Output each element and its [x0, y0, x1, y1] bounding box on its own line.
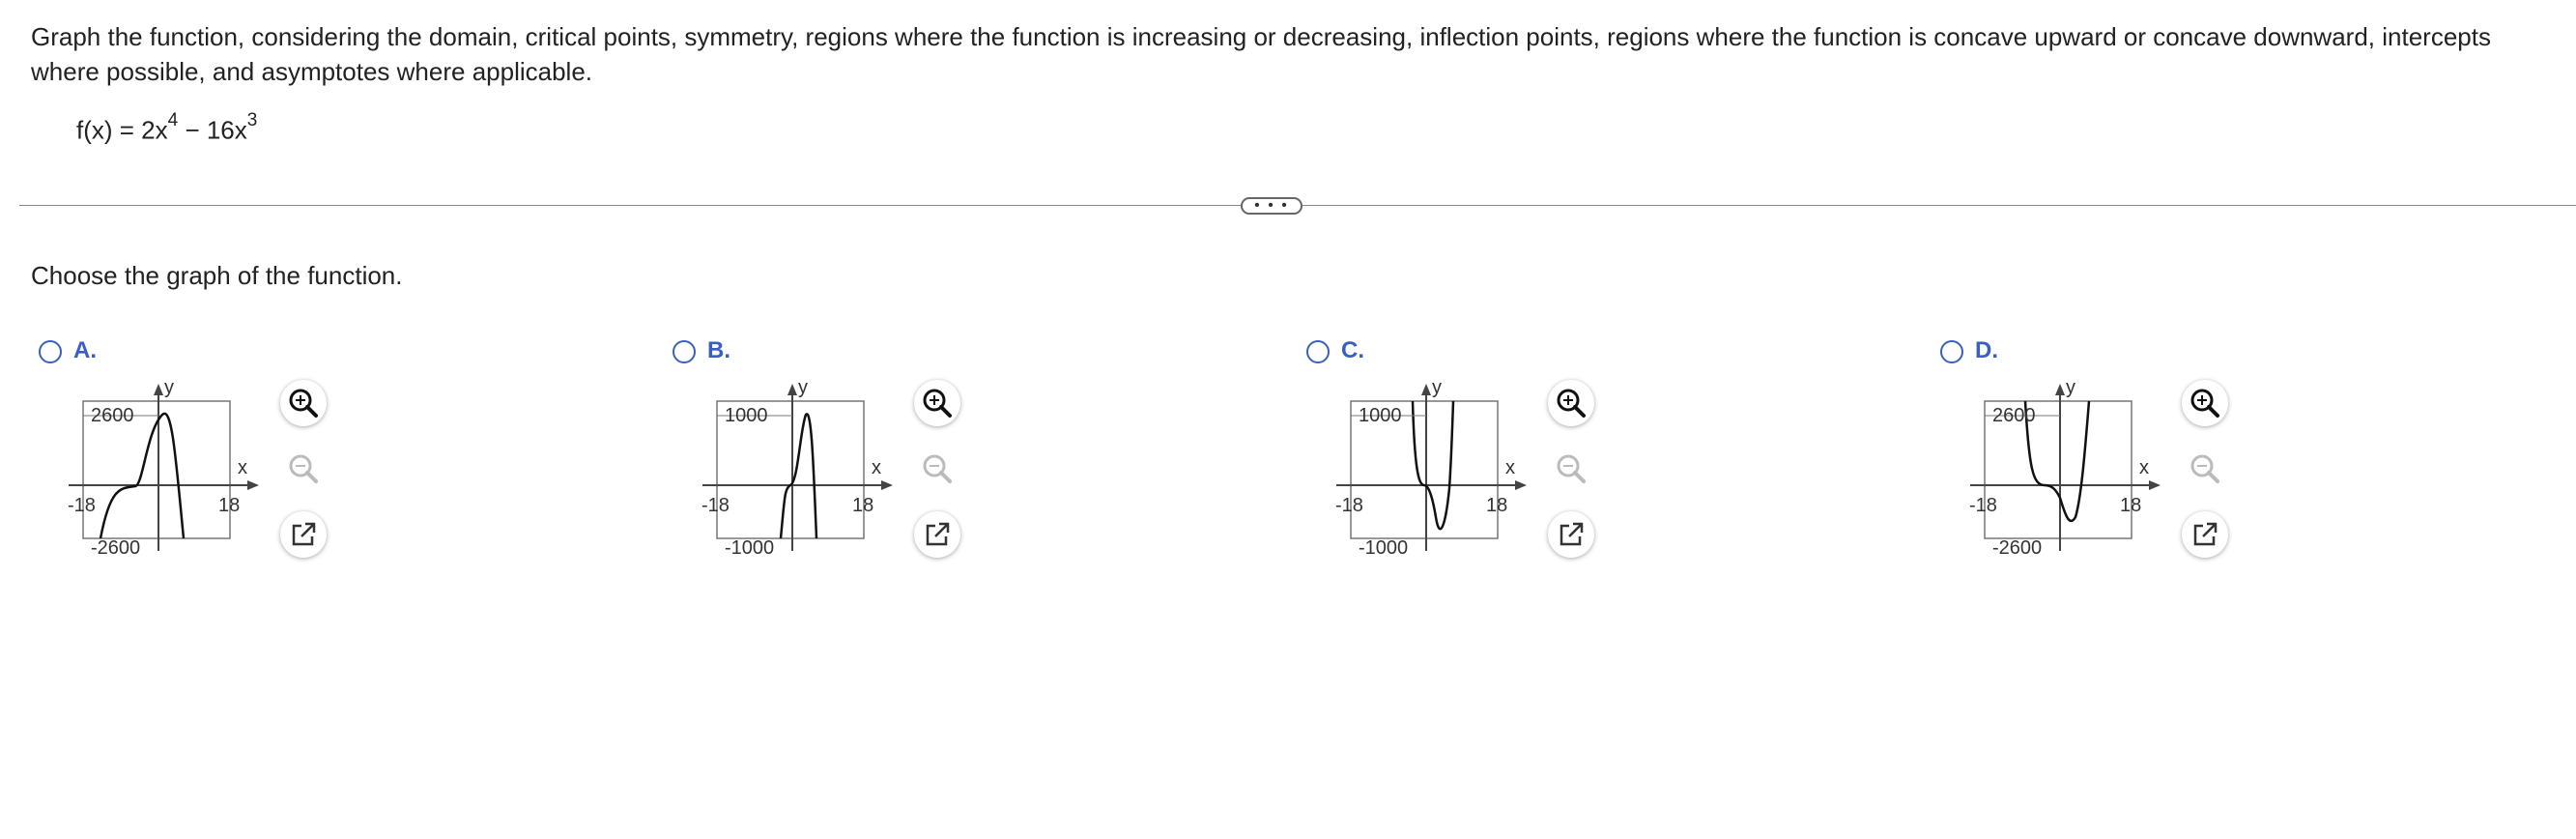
popout-button[interactable] — [1548, 511, 1594, 558]
y-max-label: 1000 — [1359, 405, 1402, 426]
zoom-in-icon — [1555, 387, 1588, 420]
y-axis-arrow — [787, 384, 797, 395]
x-axis-label: x — [238, 457, 247, 478]
radio-option-a[interactable] — [39, 340, 62, 363]
y-max-label: 1000 — [725, 405, 768, 426]
external-link-icon — [289, 520, 318, 549]
zoom-in-icon — [921, 387, 954, 420]
option-c[interactable] — [1302, 333, 1708, 565]
option-b[interactable] — [669, 333, 1074, 565]
zoom-out-icon — [1555, 452, 1588, 485]
y-max-label: 2600 — [1992, 405, 2036, 426]
x-axis-arrow — [2149, 480, 2161, 490]
option-b-letter: B. — [707, 337, 730, 363]
zoom-out-icon — [287, 452, 320, 485]
prompt-text: Choose the graph of the function. — [31, 261, 403, 290]
x-max-label: 18 — [1486, 495, 1508, 516]
y-axis-arrow — [154, 384, 163, 395]
y-min-label: -2600 — [91, 537, 141, 559]
function-curve — [100, 414, 184, 538]
radio-option-b[interactable] — [673, 340, 696, 363]
radio-option-d[interactable] — [1940, 340, 1963, 363]
option-a-letter: A. — [73, 337, 97, 363]
graph-option-c — [1302, 372, 1534, 565]
graph-option-b — [669, 372, 901, 565]
y-axis-label: y — [798, 377, 808, 398]
function-formula — [76, 110, 258, 146]
function-curve — [1413, 401, 1453, 529]
zoom-out-button[interactable] — [2182, 446, 2228, 492]
x-max-label: 18 — [852, 495, 874, 516]
y-min-label: -1000 — [725, 537, 775, 559]
y-axis-arrow — [1421, 384, 1431, 395]
popout-button[interactable] — [914, 511, 960, 558]
question-text: Graph the function, considering the domain, critical points, symmetry, regions where the function is increasing or decreasing, inflection points, regions where the function is concave upward or concave downward, intercepts where possible, and asymptotes where applicable. — [31, 22, 2491, 86]
graph-option-d — [1936, 372, 2168, 565]
formula-lhs: f(x) = 2x — [76, 115, 168, 145]
x-max-label: 18 — [218, 495, 241, 516]
zoom-out-icon — [921, 452, 954, 485]
x-axis-label: x — [872, 457, 881, 478]
popout-button[interactable] — [2182, 511, 2228, 558]
expand-more-button[interactable]: • • • — [1241, 197, 1302, 215]
formula-mid: − 16x — [178, 115, 247, 145]
option-d[interactable] — [1936, 333, 2342, 565]
x-axis-arrow — [881, 480, 893, 490]
zoom-in-button[interactable] — [280, 380, 327, 426]
zoom-in-button[interactable] — [1548, 380, 1594, 426]
external-link-icon — [1557, 520, 1586, 549]
x-min-label: -18 — [701, 495, 730, 516]
zoom-in-icon — [2189, 387, 2221, 420]
graph-option-a — [35, 372, 267, 565]
option-c-letter: C. — [1341, 337, 1364, 363]
zoom-out-icon — [2189, 452, 2221, 485]
zoom-out-button[interactable] — [1548, 446, 1594, 492]
y-axis-label: y — [2066, 377, 2075, 398]
zoom-in-button[interactable] — [2182, 380, 2228, 426]
external-link-icon — [923, 520, 952, 549]
x-min-label: -18 — [1335, 495, 1363, 516]
zoom-out-button[interactable] — [280, 446, 327, 492]
zoom-in-icon — [287, 387, 320, 420]
y-min-label: -1000 — [1359, 537, 1409, 559]
x-axis-label: x — [2139, 457, 2149, 478]
x-max-label: 18 — [2120, 495, 2142, 516]
x-axis-arrow — [1515, 480, 1527, 490]
formula-exponent-4: 4 — [167, 110, 179, 130]
formula-exponent-3: 3 — [246, 110, 258, 130]
option-d-letter: D. — [1975, 337, 1998, 363]
x-min-label: -18 — [1969, 495, 1997, 516]
x-axis-arrow — [247, 480, 259, 490]
option-a[interactable] — [35, 333, 441, 565]
function-curve — [781, 414, 816, 538]
y-axis-arrow — [2055, 384, 2065, 395]
y-max-label: 2600 — [91, 405, 134, 426]
x-min-label: -18 — [68, 495, 96, 516]
external-link-icon — [2190, 520, 2219, 549]
x-axis-label: x — [1505, 457, 1515, 478]
y-axis-label: y — [1432, 377, 1442, 398]
zoom-in-button[interactable] — [914, 380, 960, 426]
radio-option-c[interactable] — [1306, 340, 1330, 363]
y-axis-label: y — [164, 377, 174, 398]
popout-button[interactable] — [280, 511, 327, 558]
zoom-out-button[interactable] — [914, 446, 960, 492]
y-min-label: -2600 — [1992, 537, 2043, 559]
